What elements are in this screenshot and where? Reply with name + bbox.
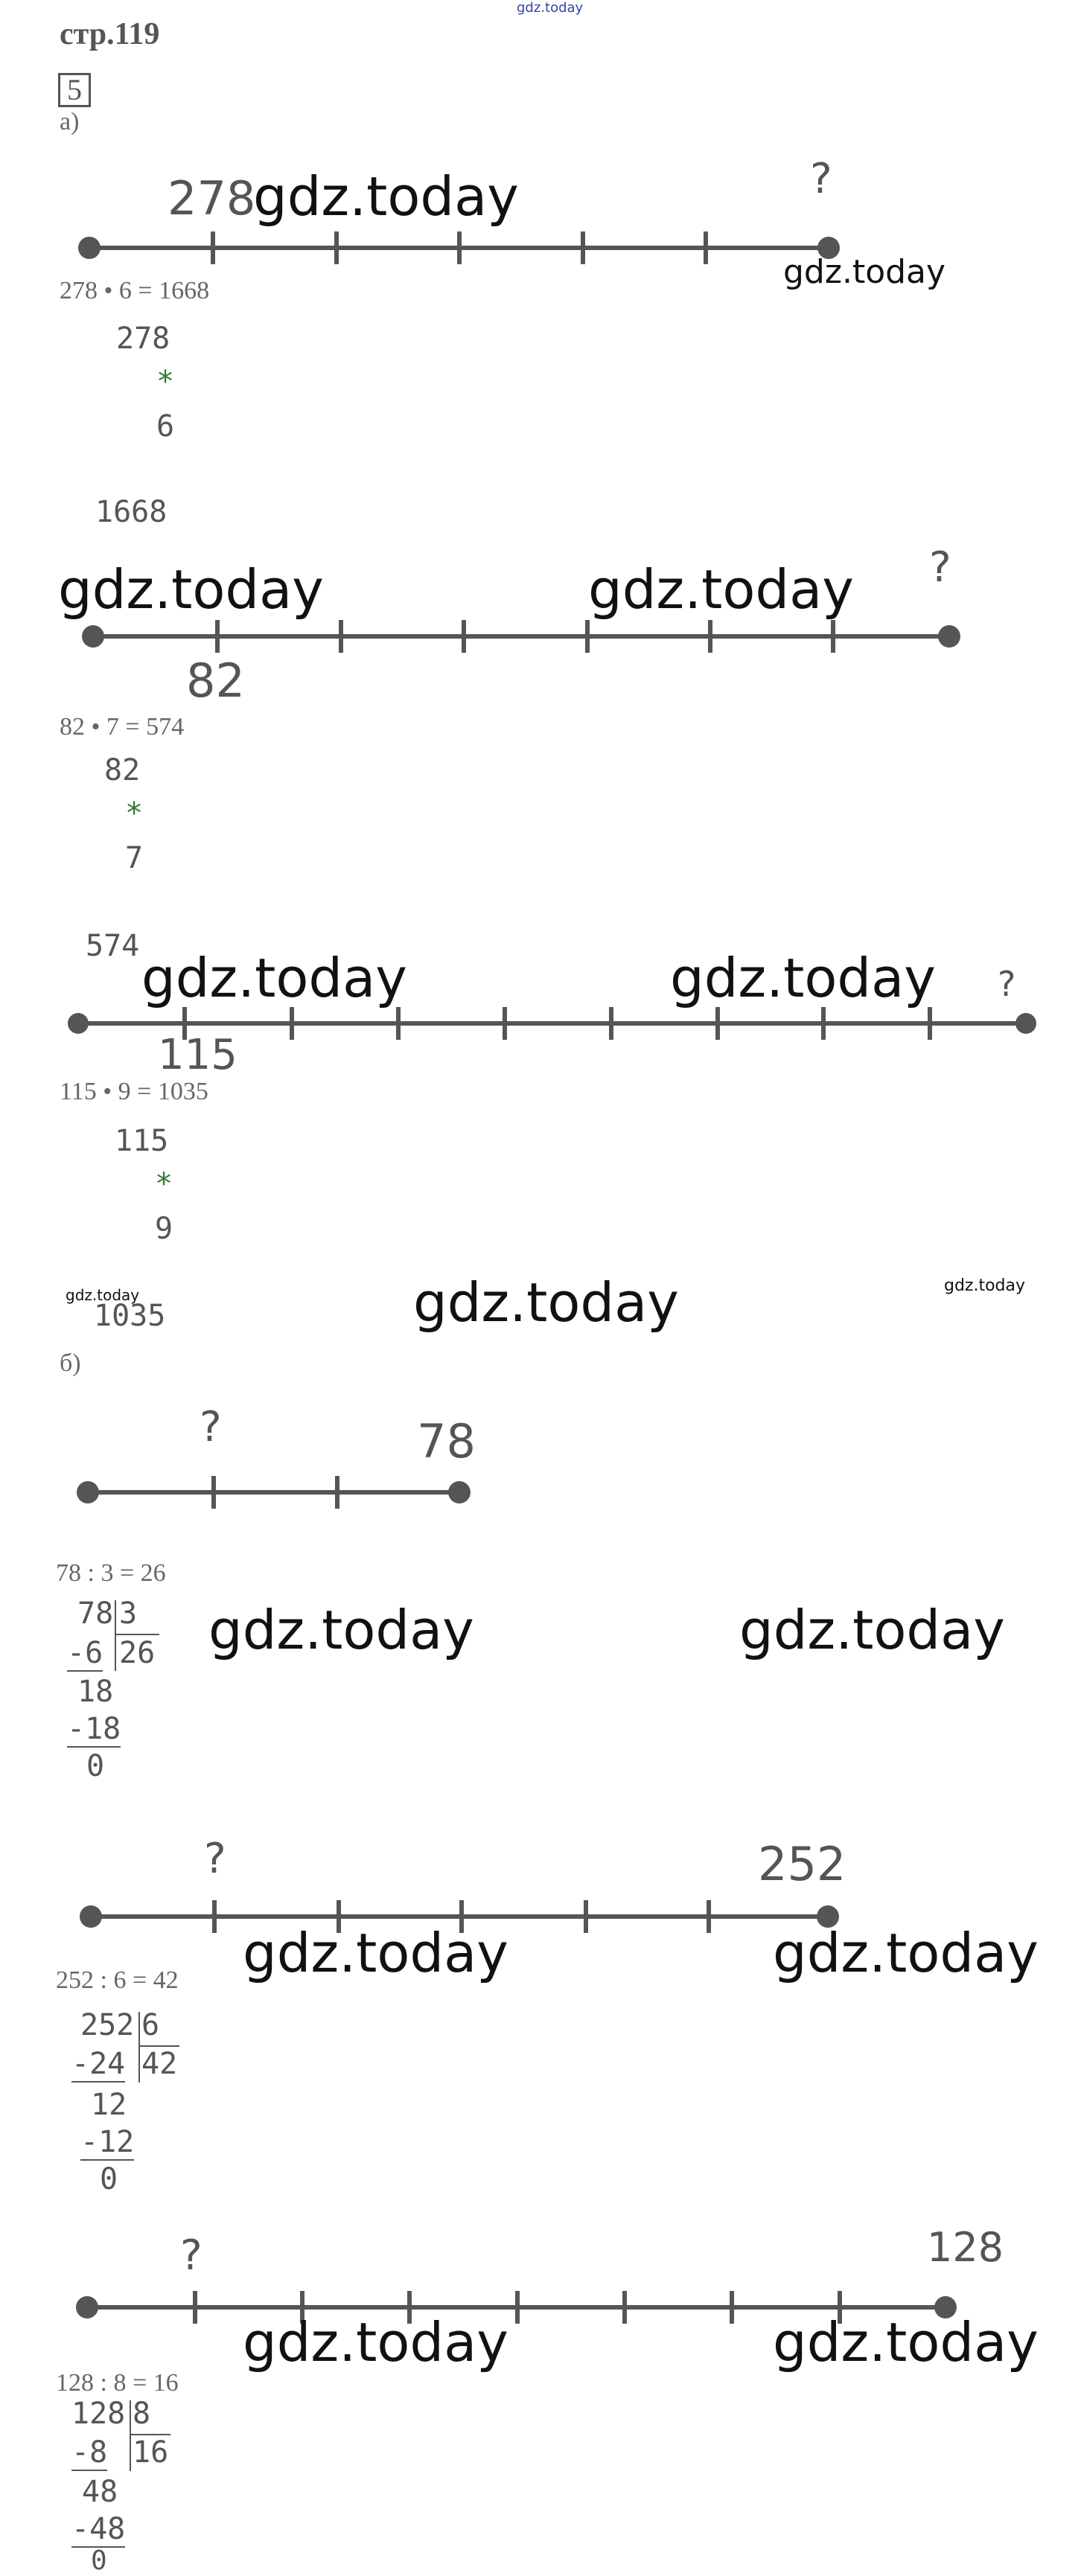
quotient-b2: 42	[141, 2047, 178, 2081]
watermark: gdz.today	[773, 2311, 1039, 2374]
remainder-1-b3: 48	[82, 2475, 118, 2509]
equation-a2: 82 • 7 = 574	[60, 713, 185, 741]
unknown-a3: ?	[998, 964, 1016, 1004]
dividend-b2: 252	[80, 2008, 135, 2042]
equation-b1: 78 : 3 = 26	[56, 1559, 166, 1587]
line-label-a1: 278	[168, 171, 256, 226]
dividend-b1: 78	[77, 1597, 114, 1631]
watermark: gdz.today	[253, 165, 519, 228]
unknown-b1: ?	[200, 1403, 222, 1451]
col-top-a2: 82	[104, 753, 141, 787]
watermark: gdz.today	[243, 2311, 508, 2374]
unknown-a1: ?	[810, 155, 832, 203]
divisor-b1: 3	[119, 1597, 138, 1631]
watermark: gdz.today	[208, 1599, 474, 1661]
watermark: gdz.today	[944, 1276, 1026, 1295]
watermark: gdz.today	[739, 1599, 1005, 1661]
subtract-2-b3: -48	[71, 2512, 126, 2546]
line-label-a2: 82	[186, 653, 245, 708]
remainder-1-b2: 12	[91, 2088, 127, 2122]
divisor-b3: 8	[133, 2397, 151, 2431]
subtract-1-b3: -8	[71, 2435, 108, 2470]
col-bottom-a3: 9	[155, 1212, 173, 1246]
unknown-a2: ?	[929, 543, 951, 592]
col-result-a2: 574	[86, 929, 140, 963]
col-result-a3: 1035	[94, 1299, 166, 1333]
watermark: gdz.today	[773, 1922, 1039, 1984]
watermark: gdz.today	[243, 1922, 508, 1984]
watermark-top: gdz.today	[517, 0, 584, 16]
line-label-b2: 252	[758, 1837, 846, 1891]
subtract-1-b2: -24	[71, 2047, 126, 2081]
watermark: gdz.today	[783, 253, 946, 291]
remainder-2-b2: 0	[100, 2162, 118, 2196]
col-op-a1: *	[156, 365, 175, 399]
equation-a3: 115 • 9 = 1035	[60, 1078, 208, 1105]
quotient-b1: 26	[119, 1636, 156, 1670]
line-label-a3: 115	[158, 1031, 237, 1079]
equation-a1: 278 • 6 = 1668	[60, 277, 210, 304]
remainder-1-b1: 18	[77, 1675, 114, 1709]
col-op-a3: *	[155, 1167, 173, 1201]
remainder-2-b1: 0	[86, 1749, 105, 1783]
col-top-a1: 278	[116, 322, 170, 356]
line-label-b1: 78	[417, 1414, 476, 1468]
subtract-1-b1: -6	[67, 1636, 103, 1670]
part-b-label: б)	[60, 1349, 81, 1377]
page-label: стр.119	[60, 17, 160, 51]
watermark: gdz.today	[66, 1286, 140, 1304]
watermark: gdz.today	[670, 947, 936, 1009]
equation-b2: 252 : 6 = 42	[56, 1966, 179, 1994]
number-line-a2	[82, 620, 960, 653]
watermark: gdz.today	[413, 1271, 679, 1334]
watermark: gdz.today	[58, 558, 324, 621]
divisor-b2: 6	[141, 2008, 160, 2042]
col-op-a2: *	[125, 796, 144, 831]
dividend-b3: 128	[71, 2397, 126, 2431]
watermark: gdz.today	[141, 947, 407, 1009]
task-number: 5	[58, 73, 91, 107]
number-line-a1	[78, 231, 840, 264]
quotient-b3: 16	[133, 2435, 169, 2470]
watermark: gdz.today	[588, 558, 854, 621]
col-bottom-a2: 7	[125, 841, 144, 875]
subtract-2-b1: -18	[67, 1712, 121, 1746]
unknown-b2: ?	[204, 1835, 226, 1883]
subtract-2-b2: -12	[80, 2125, 135, 2159]
unknown-b3: ?	[180, 2231, 203, 2280]
number-line-b1	[77, 1476, 471, 1509]
col-bottom-a1: 6	[156, 409, 175, 444]
equation-b3: 128 : 8 = 16	[56, 2369, 179, 2397]
col-result-a1: 1668	[95, 495, 168, 529]
remainder-2-b3: 0	[91, 2545, 107, 2576]
col-top-a3: 115	[115, 1124, 169, 1158]
line-label-b3: 128	[927, 2224, 1004, 2271]
part-a-label: а)	[60, 108, 80, 135]
